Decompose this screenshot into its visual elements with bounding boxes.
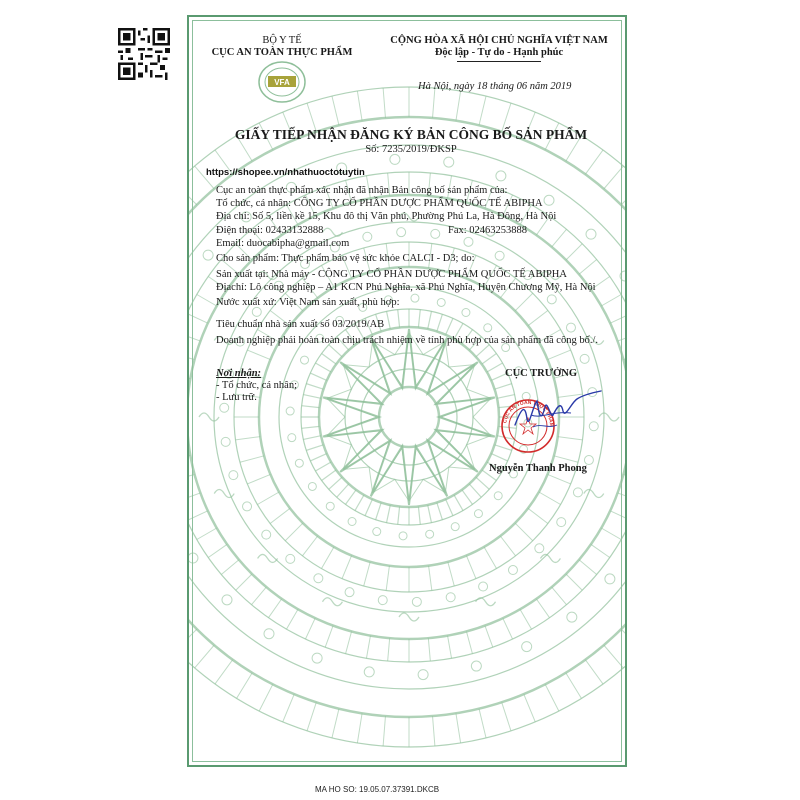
recipient-item: - Tổ chức, cá nhân;: [216, 380, 298, 391]
vfa-logo: [257, 59, 307, 105]
svg-text:VFA: VFA: [274, 78, 290, 87]
dossier-code: MA HO SO: 19.05.07.37391.DKCB: [315, 785, 440, 794]
product-line: Cho sản phẩm: Thực phẩm bảo vệ sức khỏe CALCI - D3; do:: [216, 253, 475, 264]
email-line: Email: duocabipha@gmail.com: [216, 238, 350, 249]
origin-line: Nước xuất xứ: Việt Nam sản xuất, phù hợp:: [216, 297, 400, 308]
manufacturer-address-line: Địachỉ: Lô công nghiệp – A1 KCN Phú Nghĩa, xã Phú Nghĩa, Huyện Chương Mỹ, Hà Nội: [216, 282, 596, 293]
recipients-label: Nơi nhận:: [216, 368, 262, 379]
body-intro: Cục an toàn thực phẩm xác nhận đã nhận Bản công bố sản phẩm của:: [216, 185, 508, 196]
organization-line: Tổ chức, cá nhân: CÔNG TY CỔ PHẦN DƯỢC PHẨM QUỐC TẾ ABIPHA: [216, 198, 543, 209]
document-title: GIẤY TIẾP NHẬN ĐĂNG KÝ BẢN CÔNG BỐ SẢN PHẨM: [234, 127, 588, 142]
responsibility-line: Doanh nghiệp phải hoàn toàn chịu trách nhiệm về tính phù hợp của sản phẩm đã công bố./.: [216, 335, 598, 346]
address-line: Địa chỉ: Số 5, liền kề 15, Khu đô thị Văn phú, Phường Phú La, Hà Đông, Hà Nội: [216, 211, 557, 222]
shop-url-watermark: https://shopee.vn/nhathuoctotuytin: [206, 167, 365, 178]
recipient-item: - Lưu trữ.: [216, 392, 257, 403]
phone-line: Điện thoại: 02433132888: [216, 225, 324, 236]
fax-line: Fax: 02463253888: [448, 225, 528, 236]
national-motto: Độc lập - Tự do - Hạnh phúc: [434, 47, 564, 58]
standard-line: Tiêu chuẩn nhà sản xuất số 03/2019/AB: [216, 319, 385, 330]
ministry-name: BỘ Y TẾ: [262, 35, 302, 46]
country-name: CỘNG HÒA XÃ HỘI CHỦ NGHĨA VIỆT NAM: [390, 35, 608, 46]
certificate-document: [187, 15, 627, 767]
qr-code: [118, 28, 170, 80]
department-name: CỤC AN TOÀN THỰC PHẨM: [211, 47, 353, 58]
signer-name: Nguyễn Thanh Phong: [489, 463, 587, 474]
manufacturer-line: Sản xuất tại: Nhà máy - CÔNG TY CỔ PHẦN DƯỢC PHẨM QUỐC TẾ ABIPHA: [216, 269, 567, 280]
handwritten-signature: [511, 389, 603, 441]
issue-date: Hà Nội, ngày 18 tháng 06 năm 2019: [418, 81, 572, 92]
signer-role: CỤC TRƯỞNG: [505, 368, 578, 379]
registration-number: Số: 7235/2019/ĐKSP: [365, 144, 457, 155]
motto-underline: [457, 61, 541, 62]
svg-text:CỤC AN TOÀN THỰC PHẨM: CỤC AN TOÀN THỰC PHẨM: [502, 399, 555, 428]
